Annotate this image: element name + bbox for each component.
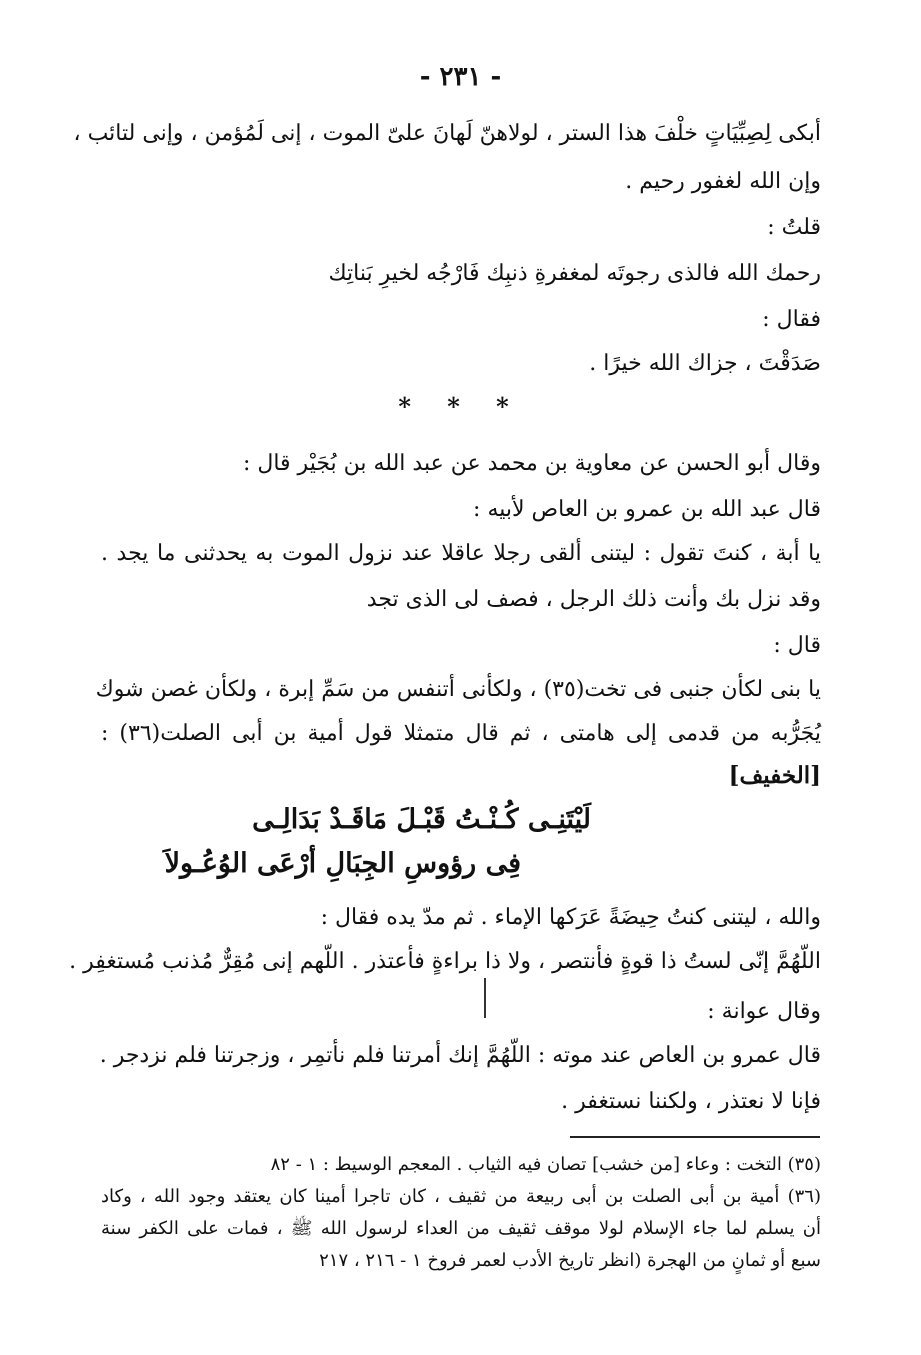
text-line: اللّهُمَّ إنّى لستُ ذا قوةٍ فأنتصر ، ولا ذا براءةٍ فأعتذر . اللّهم إنى مُقِرٌّ مُذنب مُستغفِر . xyxy=(69,949,821,974)
verse-hemistich-1: لَيْتَنِـى كُـنْـتُ قَبْـلَ مَاقَـدْ بَدَالِـى xyxy=(252,804,591,835)
footnote-line: (٣٦) أمية بن أبى الصلت بن أبى ربيعة من ثقيف ، كان تاجرا أمينا كان يعتقد وجود الله ، وكاد xyxy=(101,1186,821,1207)
text-line: صَدَقْتَ ، جزاك الله خيرًا . xyxy=(589,351,821,376)
text-line: يا بنى لكأن جنبى فى تخت(٣٥) ، ولكأنى أتنفس من سَمِّ إبرة ، ولكأن غصن شوك xyxy=(95,677,821,702)
text-line: وإن الله لغفور رحيم . xyxy=(625,169,821,194)
page-number: - ٢٣١ - xyxy=(419,62,502,92)
text-line: فإنا لا نعتذر ، ولكننا نستغفر . xyxy=(561,1089,821,1114)
text-line: والله ، ليتنى كنتُ حِيضَةً عَرَكها الإماء . ثم مدّ يده فقال : xyxy=(320,905,821,930)
text-line: وقد نزل بك وأنت ذلك الرجل ، فصف لى الذى تجد xyxy=(366,587,821,612)
text-line: رحمك الله فالذى رجوتَه لمغفرةِ ذنبِك فَارْجُه لخيرِ بَناتِك xyxy=(328,261,821,286)
text-line: وقال عوانة : xyxy=(707,999,821,1024)
text-line: قلتُ : xyxy=(767,215,821,240)
text-line: قال عمرو بن العاص عند موته : اللّهُمَّ إنك أمرتنا فلم نأتمِر ، وزجرتنا فلم نزدجر . xyxy=(99,1043,821,1068)
footnote-separator xyxy=(570,1136,820,1138)
footnote-line: أن يسلم لما جاء الإسلام لولا موقف ثقيف من العداء لرسول الله ﷺ ، فمات على الكفر سنة xyxy=(101,1218,821,1239)
text-line: يا أبة ، كنتَ تقول : ليتنى ألقى رجلا عاقلا عند نزول الموت به يحدثنى ما يجد . xyxy=(101,541,821,566)
text-line: يُجَرُّبه من قدمى إلى هامتى ، ثم قال متمثلا قول أمية بن أبى الصلت(٣٦) : xyxy=(101,721,821,746)
footnote-line: سبع أو ثمانٍ من الهجرة (انظر تاريخ الأدب لعمر فروخ ١ - ٢١٦ ، ٢١٧ xyxy=(319,1250,821,1271)
poetic-meter-label: [الخفيف] xyxy=(728,762,821,789)
verse-hemistich-2: فِى رؤوسِ الجِبَالِ أرْعَى الوُعُـولاَ xyxy=(164,848,521,879)
text-line: فقال : xyxy=(762,307,821,332)
section-separator: * * * xyxy=(398,392,523,421)
text-line: قال عبد الله بن عمرو بن العاص لأبيه : xyxy=(473,497,821,522)
footnote-line: (٣٥) التخت : وعاء [من خشب] تصان فيه الثياب . المعجم الوسيط : ١ - ٨٢ xyxy=(270,1154,821,1175)
text-line: قال : xyxy=(773,633,821,658)
text-line: أبكى لِصِبِّيَاتٍ خلْفَ هذا الستر ، لولاهنّ لَهانَ علىّ الموت ، إنى لَمُؤمن ، وإنى لتائب ، xyxy=(73,121,821,146)
text-line: وقال أبو الحسن عن معاوية بن محمد عن عبد الله بن بُجَيْر قال : xyxy=(242,451,821,476)
